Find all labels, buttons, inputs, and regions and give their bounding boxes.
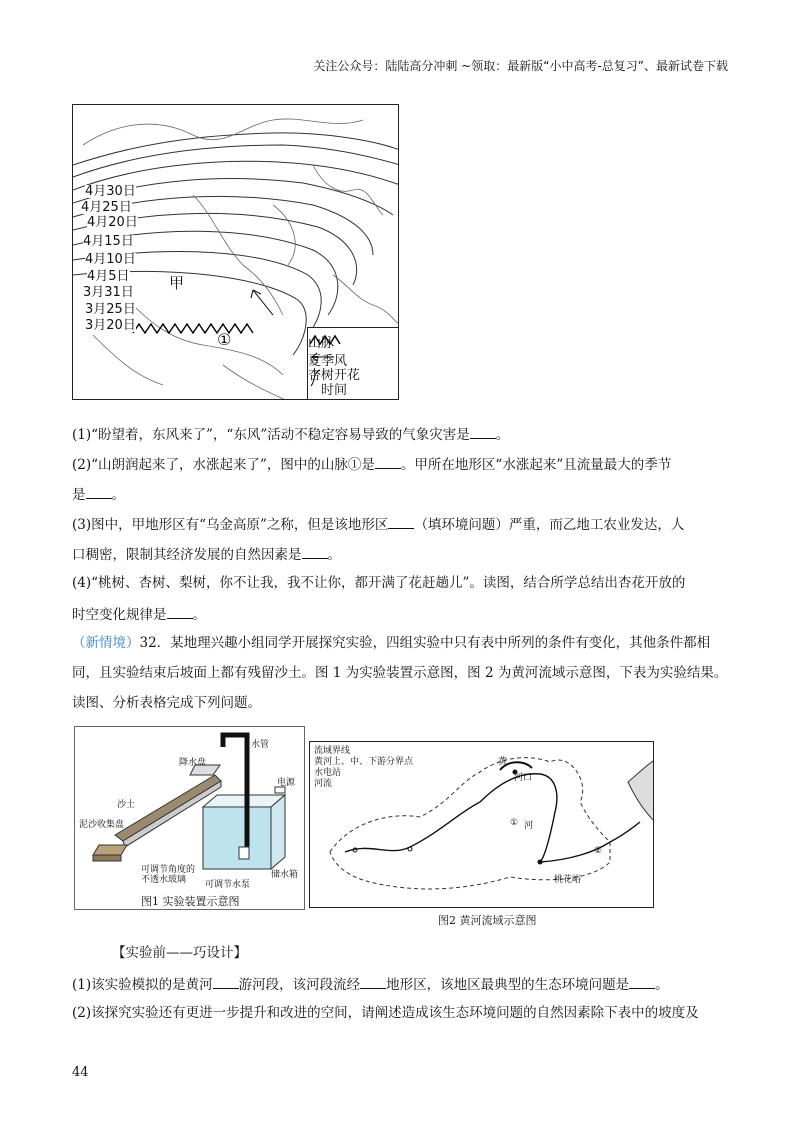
figure-1-caption: 图1 实验装置示意图 [141,895,240,908]
legend-mountain [308,332,334,351]
legend-wind [308,350,347,369]
answer-blank[interactable] [86,484,112,499]
question-32-intro [72,628,732,718]
label-glass-slope: 可调节角度的不透水玻璃 [141,865,196,885]
figure-2-caption: 图2 黄河流域示意图 [438,914,537,927]
figure-1-apparatus [74,726,305,910]
label-huang: 黄 [498,757,508,767]
question-text: (2)“山朗润起来了，水涨起来了”，图中的山脉①是 [72,457,375,473]
legend-basin-boundary: 流域界线 [314,746,351,756]
question-text: 。 [495,427,510,443]
answer-blank[interactable] [388,514,414,529]
question-text: 。 [655,977,669,993]
label-1: ① [510,818,519,828]
question-text: 。 [327,547,341,563]
label-tank: 储水箱 [271,870,299,880]
question-32-text: 32．某地理兴趣小组同学开展探究实验，四组实验中只有表中所列的条件有变化，其他条件都相同，且实验结束后坡面上都有残留沙土。图 1 为实验装置示意图，图 2 为黄河流域示意图，下表为实验结果。读图、分析表格完成下列问题。 [72,635,728,711]
question-4 [72,574,685,592]
answer-blank[interactable] [167,604,193,619]
figure-2-yellow-river-map [309,741,654,908]
answer-blank[interactable] [470,424,496,439]
figure-2-legend [314,746,413,790]
question-2 [72,454,671,474]
new-context-tag: （新情境） [72,635,140,651]
question-text: (4)“桃树、杏树、梨树，你不让我，我不让你，都开满了花赶趟儿”。读图，结合所学总结出杏花开放的 [72,575,686,591]
legend-division-point: 黄河上、中、下游分界点 [314,757,414,767]
label-2: ② [594,846,603,856]
answer-blank[interactable] [360,974,386,989]
legend-wind-label: 夏季风 [308,354,348,369]
question-3-cont [72,544,341,564]
mountain-1-label: ① [217,330,232,349]
bloom-date-label: 4月25日 [81,200,132,215]
answer-blank[interactable] [375,454,401,469]
legend-bloom [308,368,360,398]
label-hekou: 河口 [514,773,533,783]
question-text: （填环境问题）严重，而乙地工农业发达，人 [414,517,685,533]
section-title: 【实验前——巧设计】 [112,945,247,961]
page-number: 44 [72,1065,89,1080]
isoline-icon [308,368,324,388]
bloom-date-label: 4月5日 [87,269,130,284]
label-taohuayu: 桃花峪 [554,875,582,885]
question-3 [72,514,684,534]
question-text: 游河段，该河段流经 [238,977,361,993]
label-sediment-tray: 泥沙收集盘 [79,820,125,830]
bloom-date-label: 4月15日 [83,234,134,249]
page-header: 关注公众号：陆陆高分冲刺 ~领取：最新版“小中高考-总复习”、最新试卷下载 [313,59,728,73]
bloom-date-label: 4月30日 [85,184,136,199]
question-text: 口稠密，限制其经济发展的自然因素是 [72,547,302,563]
answer-blank[interactable] [213,974,239,989]
apricot-bloom-map [72,104,399,400]
label-pump: 可调节水泵 [205,880,251,890]
label-he: 河 [524,821,534,831]
label-power: 电源 [277,778,296,788]
region-jia-label: 甲 [169,274,185,292]
mountain-symbol-icon [308,332,342,346]
label-rain-plate: 降水盘 [179,758,207,768]
question-4-cont [72,604,206,624]
question-text: (1)该实验模拟的是黄河 [72,977,213,993]
question-text: 是 [72,487,86,503]
answer-blank[interactable] [302,544,328,559]
question-text: 地形区，该地区最典型的生态环境问题是 [386,977,630,993]
question-1 [72,424,509,444]
question-32-1 [72,974,669,994]
answer-blank[interactable] [629,974,655,989]
question-text: 。 [111,487,125,503]
legend-bloom-label: 杏树开花 [308,368,361,383]
label-water-pipe: 水管 [251,740,270,750]
question-text: (1)“盼望着，东风来了”，“东风”活动不稳定容易导致的气象灾害是 [72,427,470,443]
bloom-date-label: 3月31日 [83,285,134,300]
question-2-cont [72,484,125,504]
arrow-icon [308,350,336,364]
map-legend [307,327,399,400]
question-32-2: (2)该探究实验还有更进一步提升和改进的空间，请阐述造成该生态环境问题的自然因素除下表中的坡度及 [72,1005,699,1021]
label-sand: 沙土 [117,800,136,810]
bloom-date-label: 3月25日 [85,302,136,317]
bloom-date-label: 4月20日 [87,215,138,230]
legend-mountain-label: 山脉 [308,336,335,351]
question-text: 。 [192,607,206,623]
legend-hydro-station: 水电站 [314,768,342,778]
bloom-date-label: 4月10日 [85,252,136,267]
question-text: (3)图中，甲地形区有“乌金高原”之称，但是该地形区 [72,517,389,533]
legend-bloom-label-2: 时间 [321,383,348,398]
question-text: 。甲所在地形区“水涨起来”且流量最大的季节 [400,457,672,473]
legend-river: 河流 [314,779,333,789]
question-text: 时空变化规律是 [72,607,167,623]
bloom-date-label: 3月20日 [85,318,136,333]
